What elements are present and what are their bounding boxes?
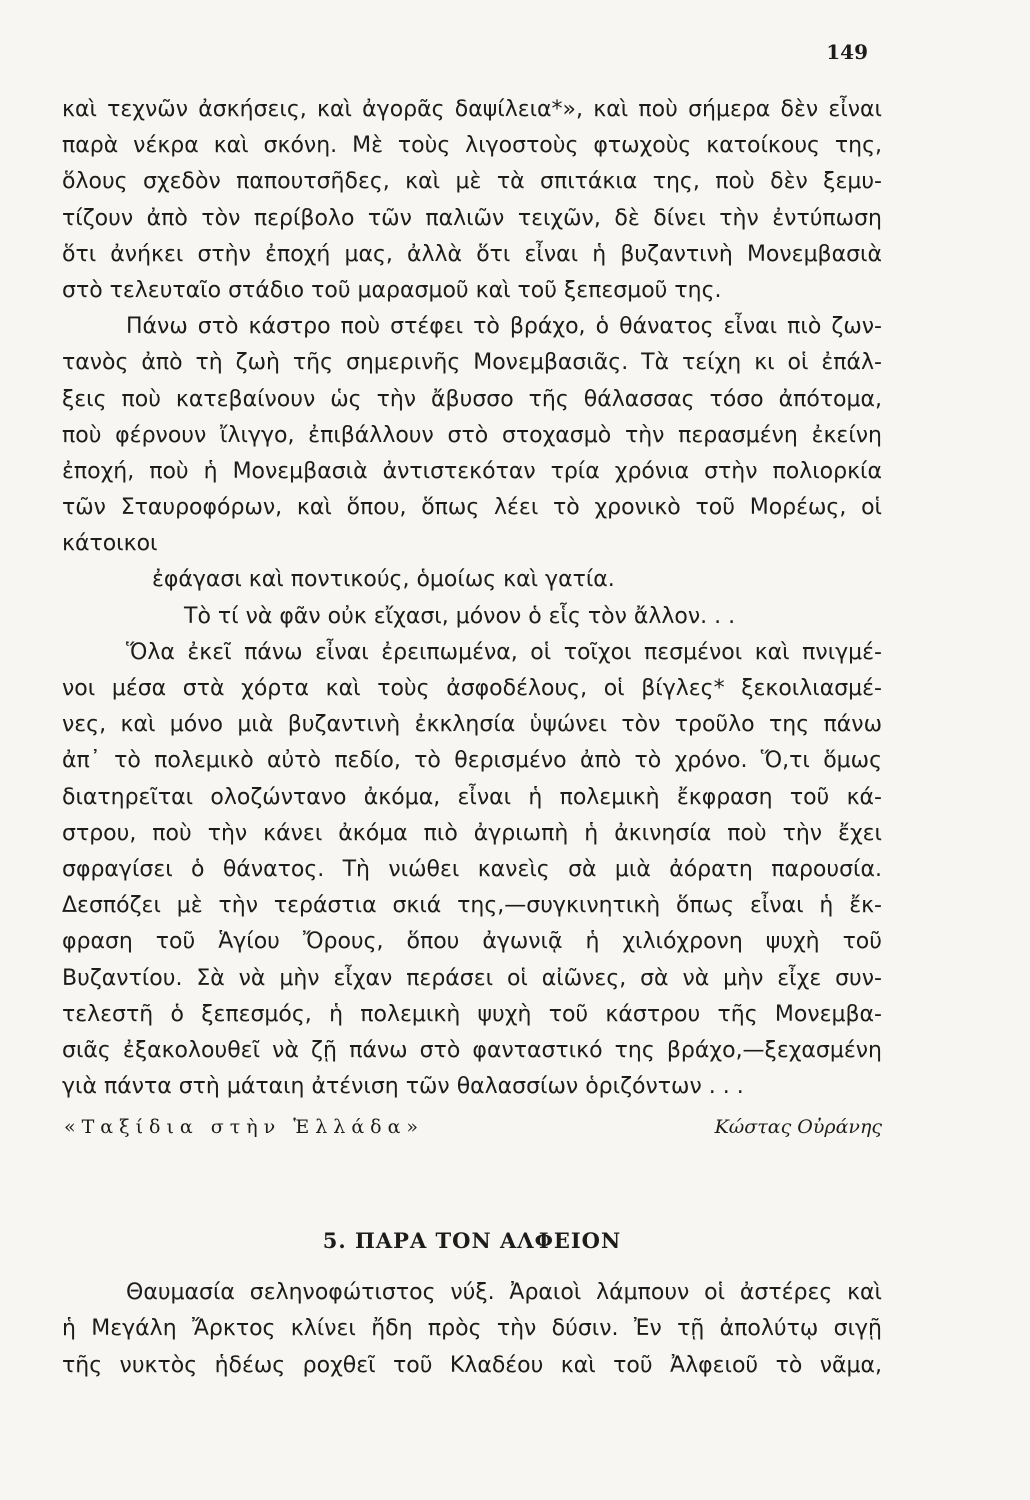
text-line: ὅλους σχεδὸν παπουτσῆδες, καὶ μὲ τὰ σπιτάκια της, ποὺ δὲν ξεμυ- — [62, 169, 882, 195]
text-line: τελεστῆ ὁ ξεπεσμός, ἡ πολεμικὴ ψυχὴ τοῦ κάστρου τῆς Μονεμβα- — [62, 1001, 882, 1027]
paragraph-ruins — [62, 635, 882, 1105]
text-line: διατηρεῖται ολοζώντανο ἀκόμα, εἶναι ἡ πολεμικὴ ἔκφραση τοῦ κά- — [62, 784, 882, 810]
text-line: τῆς νυκτὸς ἡδέως ροχθεῖ τοῦ Κλαδέου καὶ τοῦ Ἀλφειοῦ τὸ νᾶμα, — [62, 1352, 882, 1378]
source-citation — [62, 1107, 882, 1147]
text-line: νες, καὶ μόνο μιὰ βυζαντινὴ ἐκκλησία ὑψώνει τὸν τροῦλο της πάνω — [62, 712, 882, 738]
paragraph-castle — [62, 309, 882, 562]
text-line: κάτοικοι — [62, 531, 158, 557]
text-line: ξεις ποὺ κατεβαίνουν ὡς τὴν ἄβυσσο τῆς θάλασσας τόσο ἀπότομα, — [62, 386, 882, 412]
text-line: Πάνω στὸ κάστρο ποὺ στέφει τὸ βράχο, ὁ θάνατος εἶναι πιὸ ζων- — [126, 314, 882, 340]
text-line: στρου, ποὺ τὴν κάνει ἀκόμα πιὸ ἀγριωπὴ ἡ ἀκινησία ποὺ τὴν ἔχει — [62, 820, 882, 846]
text-line: Θαυμασία σεληνοφώτιστος νύξ. Ἀραιοὶ λάμπουν οἱ ἀστέρες καὶ — [126, 1280, 882, 1306]
page-number: 149 — [826, 40, 868, 64]
text-line: φραση τοῦ Ἁγίου Ὄρους, ὅπου ἀγωνιᾷ ἡ χιλιόχρονη ψυχὴ τοῦ — [62, 929, 882, 955]
quote-line: Τὸ τί νὰ φᾶν οὐκ εἴχασι, μόνον ὁ εἷς τὸν ἄλλον. . . — [184, 603, 736, 629]
text-line: τανὸς ἀπὸ τὴ ζωὴ τῆς σημερινῆς Μονεμβασιᾶς. Τὰ τείχη κι οἱ ἐπάλ- — [62, 350, 882, 376]
text-line: παρὰ νέκρα καὶ σκόνη. Μὲ τοὺς λιγοστοὺς φτωχοὺς κατοίκους της, — [62, 133, 882, 159]
text-line: ἐποχή, ποὺ ἡ Μονεμβασιὰ ἀντιστεκόταν τρία χρόνια στὴν πολιορκία — [62, 458, 882, 484]
paragraph-monemvasia-town — [62, 92, 882, 309]
text-line: καὶ τεχνῶν ἀσκήσεις, καὶ ἀγορᾶς δαψίλεια*», καὶ ποὺ σήμερα δὲν εἶναι — [62, 97, 882, 122]
source-title: «Ταξίδια στὴν Ἑλλάδα» — [64, 1116, 425, 1139]
text-line: Ὅλα ἐκεῖ πάνω εἶναι ἐρειπωμένα, οἱ τοῖχοι πεσμένοι καὶ πνιγμέ- — [126, 639, 882, 665]
source-author: Κώστας Οὐράνης — [714, 1116, 882, 1139]
text-line: σιᾶς ἐξακολουθεῖ νὰ ζῇ πάνω στὸ φανταστικό της βράχο,—ξεχασμένη — [62, 1037, 882, 1063]
text-line: σφραγίσει ὁ θάνατος. Τὴ νιώθει κανεὶς σὰ μιὰ ἀόρατη παρουσία. — [62, 856, 882, 882]
text-line: γιὰ πάντα στὴ μάταιη ἀτένιση τῶν θαλασσίων ὁριζόντων . . . — [62, 1074, 744, 1100]
text-line: στὸ τελευταῖο στάδιο τοῦ μαρασμοῦ καὶ τοῦ ξεπεσμοῦ της. — [62, 277, 722, 303]
text-line: τίζουν ἀπὸ τὸν περίβολο τῶν παλιῶν τειχῶν, δὲ δίνει τὴν ἐντύπωση — [62, 205, 882, 231]
text-line: Δεσπόζει μὲ τὴν τεράστια σκιά της,—συγκινητικὴ ὅπως εἶναι ἡ ἔκ- — [62, 893, 882, 919]
text-line: τῶν Σταυροφόρων, καὶ ὅπου, ὅπως λέει τὸ χρονικὸ τοῦ Μορέως, οἱ — [62, 495, 882, 521]
body-text — [62, 92, 882, 1384]
text-line: ἡ Μεγάλη Ἄρκτος κλίνει ἤδη πρὸς τὴν δύσιν. Ἐν τῇ ἀπολύτῳ σιγῇ — [62, 1316, 882, 1342]
text-line: ποὺ φέρνουν ἴλιγγο, ἐπιβάλλουν στὸ στοχασμὸ τὴν περασμένη ἐκείνη — [62, 422, 882, 448]
text-line: ὅτι ἀνήκει στὴν ἐποχή μας, ἀλλὰ ὅτι εἶναι ἡ βυζαντινὴ Μονεμβασιὰ — [62, 241, 882, 267]
text-line: Βυζαντίου. Σὰ νὰ μὴν εἶχαν περάσει οἱ αἰῶνες, σὰ νὰ μὴν εἶχε συν- — [62, 965, 882, 991]
text-line: νοι μέσα στὰ χόρτα καὶ τοὺς ἀσφοδέλους, οἱ βίγλες* ξεκοιλιασμέ- — [62, 676, 882, 701]
chronicle-quote — [62, 562, 882, 634]
text-line: ἀπ᾽ τὸ πολεμικὸ αὐτὸ πεδίο, τὸ θερισμένο ἀπὸ τὸ χρόνο. Ὅ,τι ὅμως — [62, 748, 882, 774]
paragraph-alfeios — [62, 1275, 882, 1384]
section-heading: 5. ΠΑΡΑ ΤΟΝ ΑΛΦΕΙΟΝ — [322, 1228, 622, 1254]
quote-line: ἐφάγασι καὶ ποντικούς, ὁμοίως καὶ γατία. — [152, 567, 615, 593]
